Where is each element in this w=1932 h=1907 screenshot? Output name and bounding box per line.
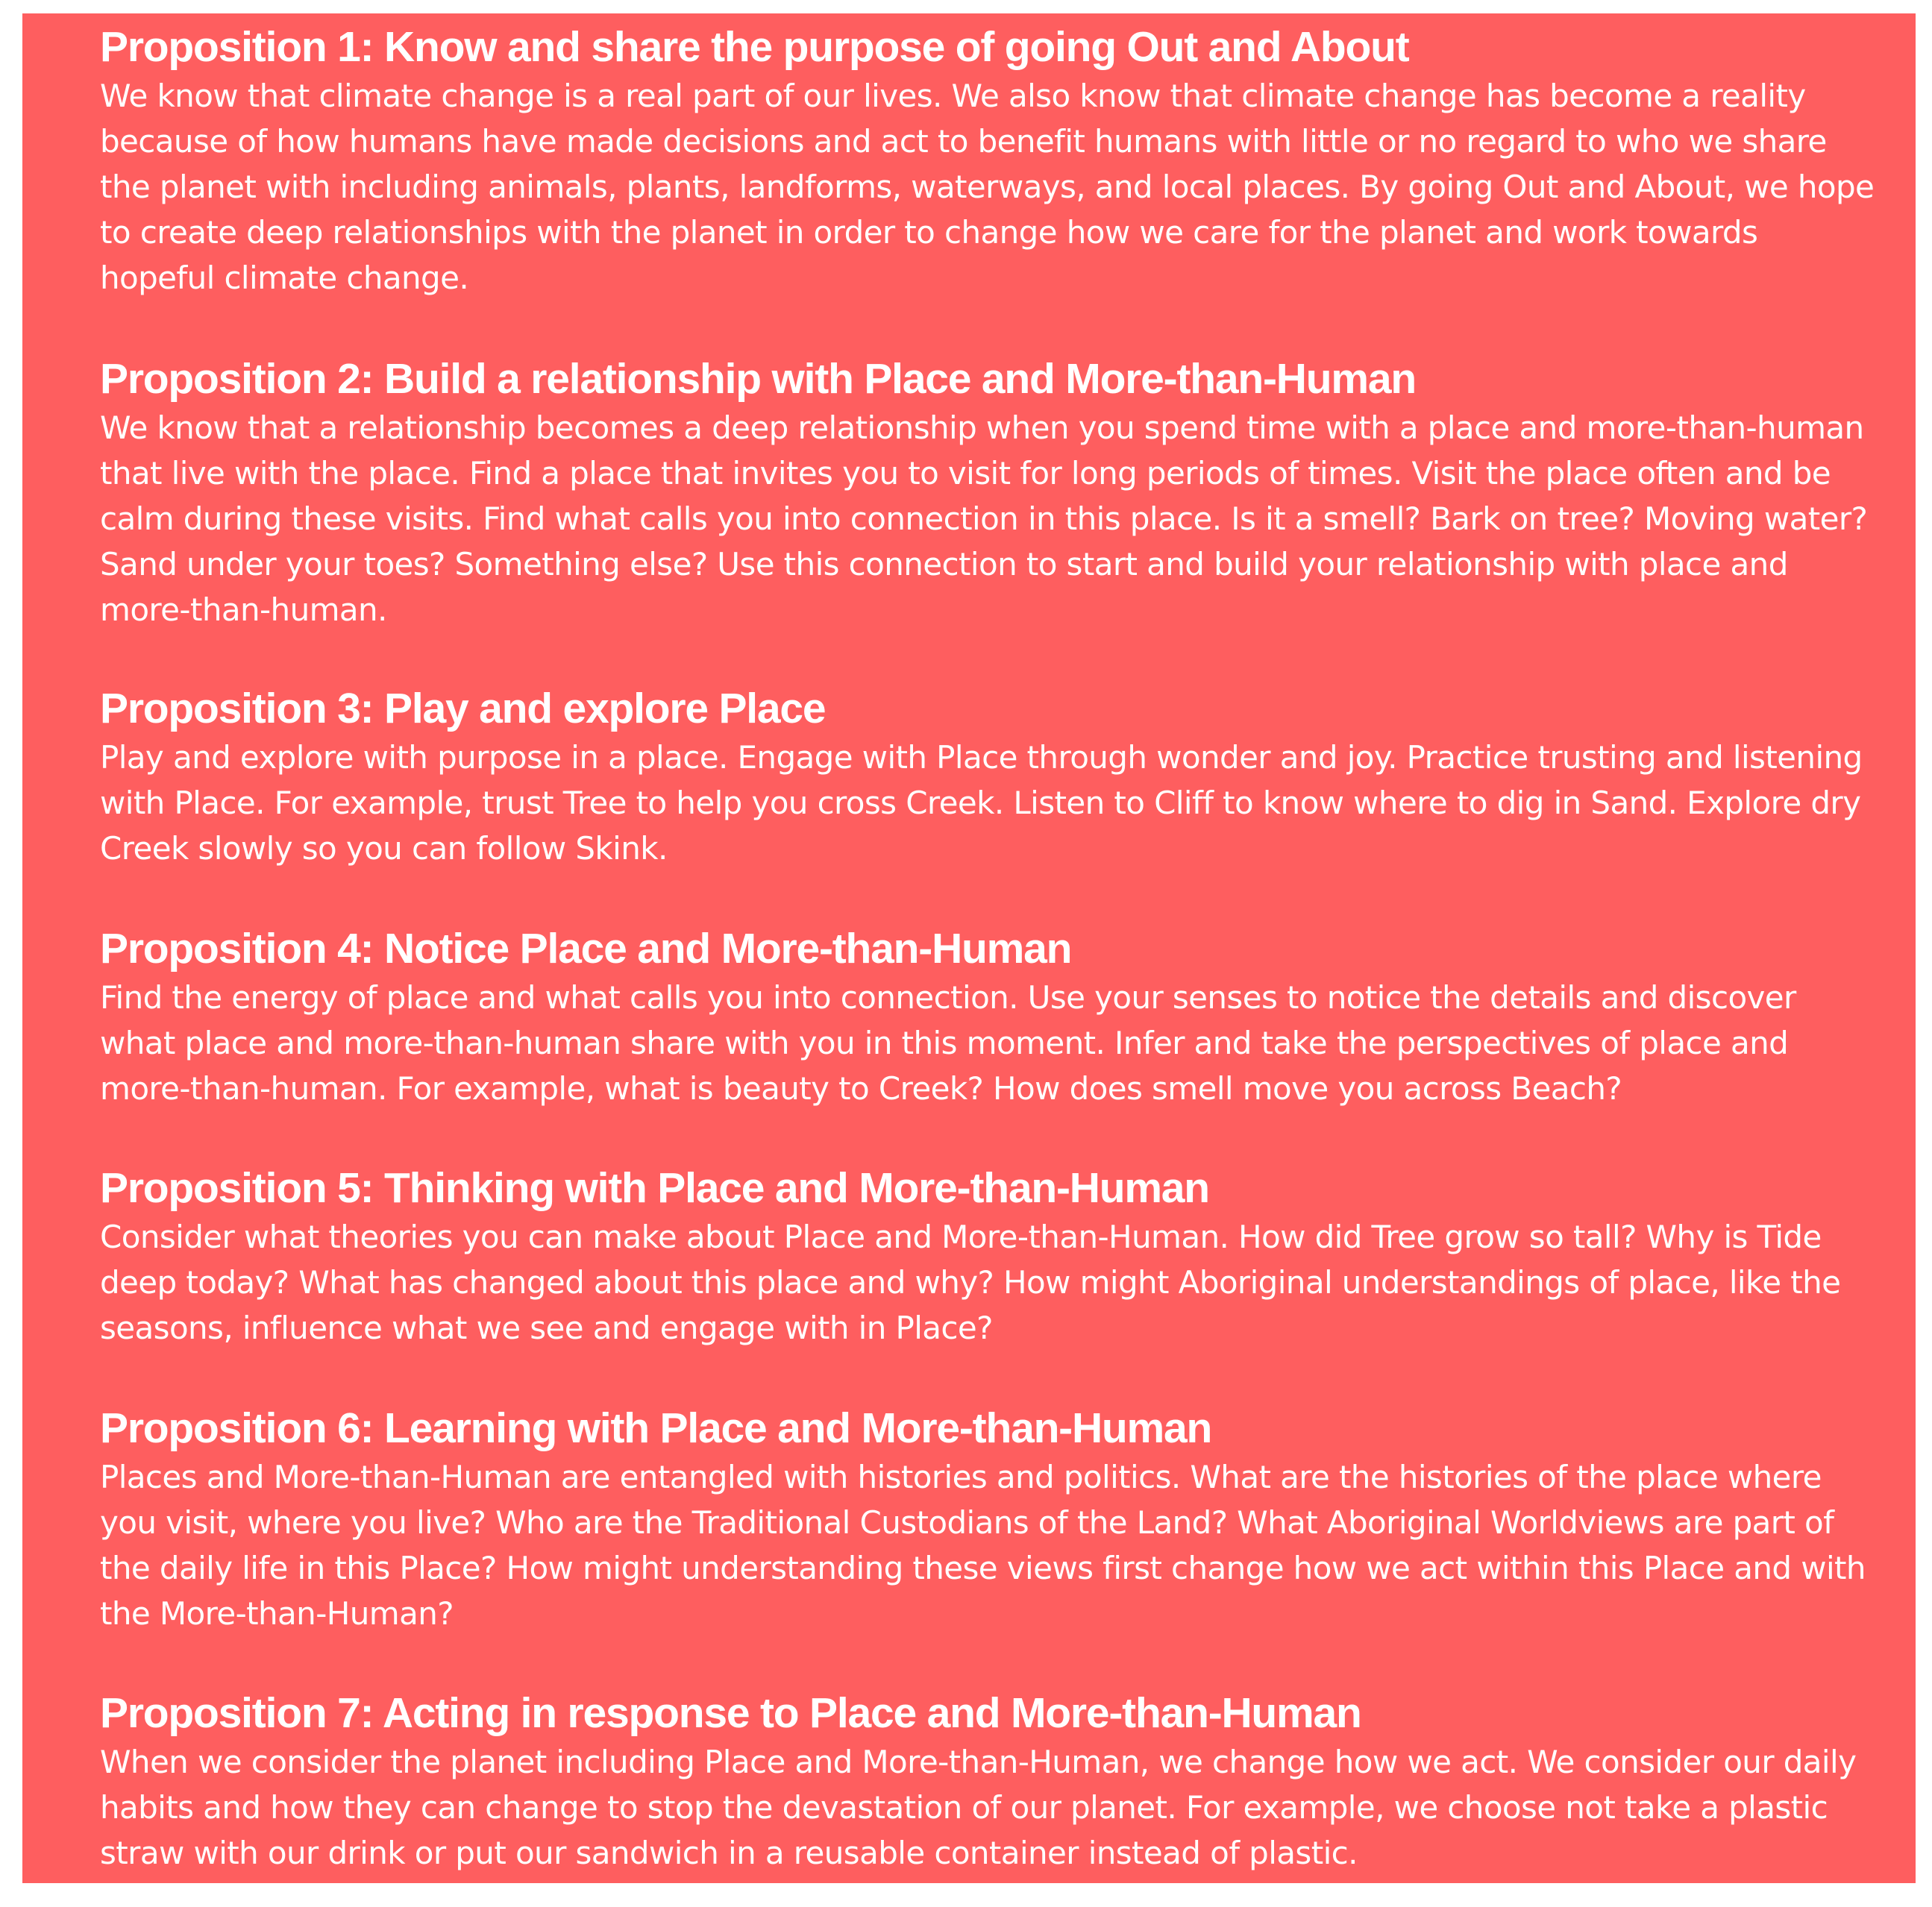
proposition-2 — [100, 353, 1875, 632]
proposition-6-body: Places and More-than-Human are entangled with histories and politics. What are the histories of the place where you visit, where you live? Who are the Traditional Custodians of the Land? What Aboriginal Worldviews are part of the daily life in this Place? How might understanding these views first change how we act within this Place and with the More-than-Human? — [100, 1459, 1866, 1632]
proposition-6 — [100, 1402, 1875, 1636]
proposition-6-heading: Proposition 6: Learning with Place and More-than-Human — [100, 1404, 1212, 1452]
proposition-7 — [100, 1687, 1875, 1876]
proposition-3-body: Play and explore with purpose in a place. Engage with Place through wonder and joy. Practice trusting and listening with Place. For example, trust Tree to help you cross Creek. Listen to Cliff to know where to dig in Sand. Explore dry Creek slowly so you can follow Skink. — [100, 739, 1863, 867]
proposition-3 — [100, 682, 1875, 871]
proposition-7-body: When we consider the planet including Place and More-than-Human, we change how we act. We consider our daily habits and how they can change to stop the devastation of our planet. For example, we choose not take a plastic straw with our drink or put our sandwich in a reusable container instead of plastic. — [100, 1744, 1857, 1871]
proposition-5-body: Consider what theories you can make about Place and More-than-Human. How did Tree grow so tall? Why is Tide deep today? What has changed about this place and why? How might Aboriginal understandings of place, like the seasons, influence what we see and engage with in Place? — [100, 1219, 1841, 1346]
proposition-1 — [100, 21, 1875, 301]
proposition-4 — [100, 923, 1875, 1111]
proposition-7-heading: Proposition 7: Acting in response to Place and More-than-Human — [100, 1689, 1361, 1737]
proposition-3-heading: Proposition 3: Play and explore Place — [100, 685, 826, 732]
proposition-4-body: Find the energy of place and what calls you into connection. Use your senses to notice the details and discover what place and more-than-human share with you in this moment. Infer and take the perspectives of place and more-than-human. For example, what is beauty to Creek? How does smell move you across Beach? — [100, 979, 1796, 1107]
proposition-5-heading: Proposition 5: Thinking with Place and More-than-Human — [100, 1164, 1209, 1212]
proposition-2-body: We know that a relationship becomes a deep relationship when you spend time with a place and more-than-human that live with the place. Find a place that invites you to visit for long periods of times. Visit the place often and be calm during these visits. Find what calls you into connection in this place. Is it a smell? Bark on tree? Moving water? Sand under your toes? Something else? Use this connection to start and build your relationship with place and more-than-human. — [100, 409, 1868, 628]
proposition-2-heading: Proposition 2: Build a relationship with Place and More-than-Human — [100, 355, 1416, 403]
proposition-4-heading: Proposition 4: Notice Place and More-than-Human — [100, 925, 1072, 973]
proposition-1-body: We know that climate change is a real part of our lives. We also know that climate change has become a reality because of how humans have made decisions and act to benefit humans with little or no regard to who we share the planet with including animals, plants, landforms, waterways, and local places. By going Out and About, we hope to create deep relationships with the planet in order to change how we care for the planet and work towards hopeful climate change. — [100, 78, 1875, 296]
propositions-panel — [22, 13, 1916, 1883]
proposition-5 — [100, 1162, 1875, 1351]
proposition-1-heading: Proposition 1: Know and share the purpose of going Out and About — [100, 23, 1409, 71]
